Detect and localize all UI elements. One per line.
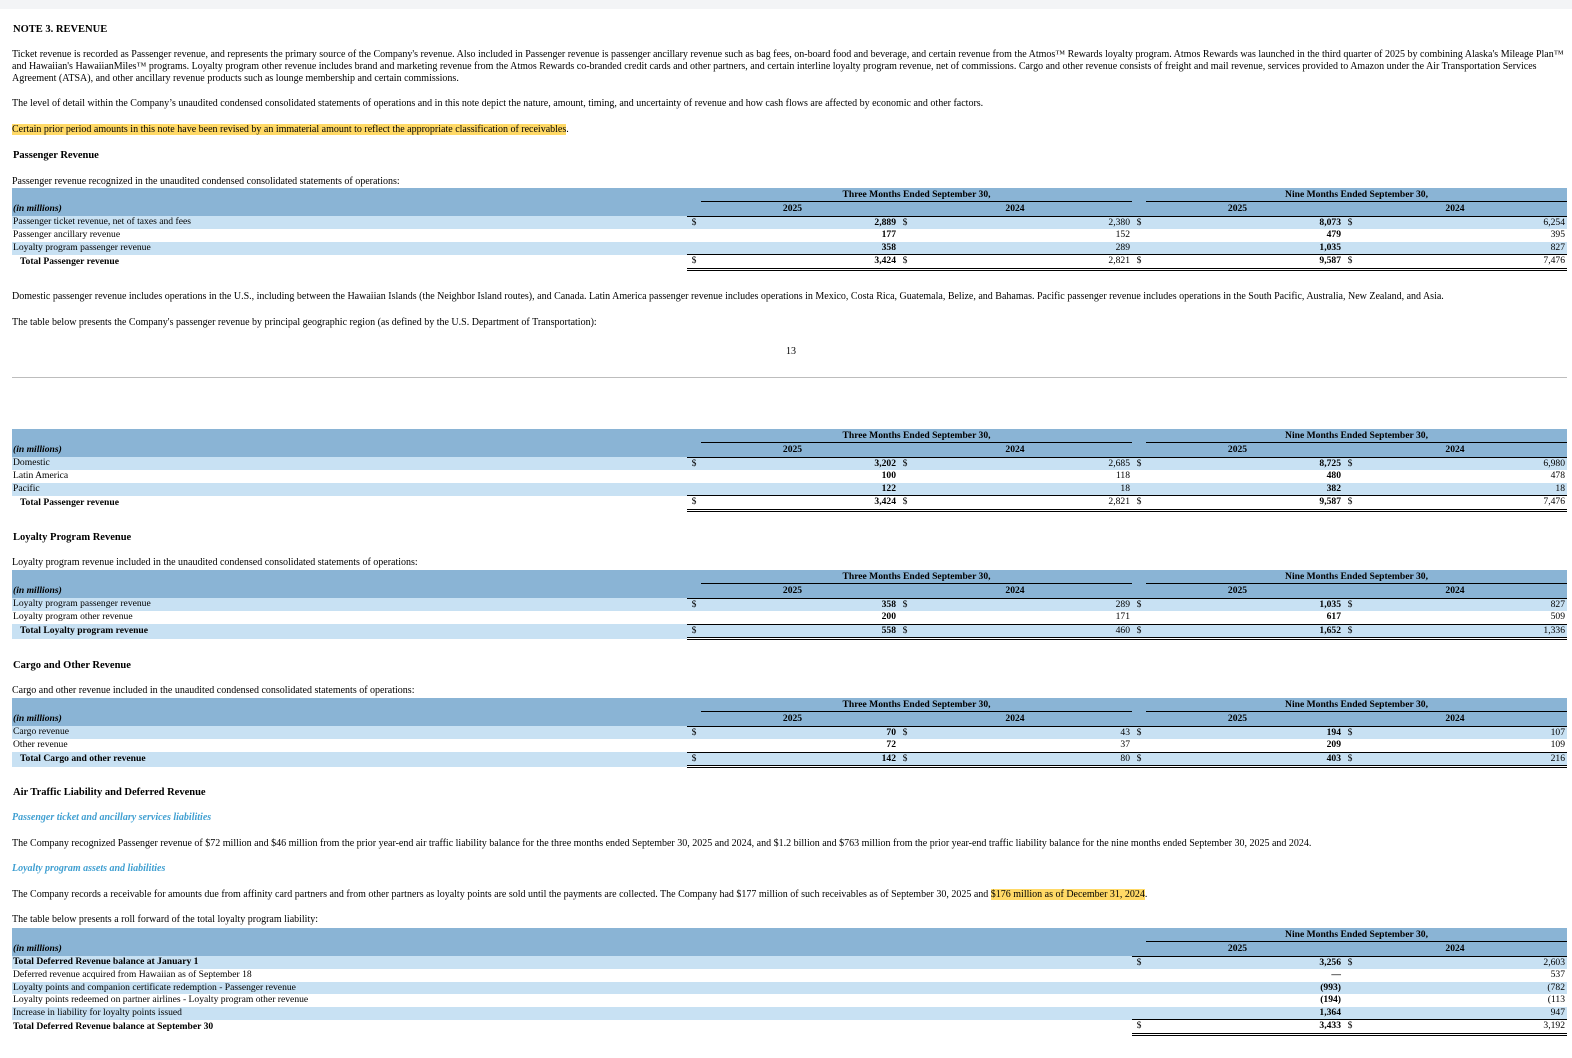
row-label: Loyalty points and companion certificate redemption - Passenger revenue: [12, 982, 687, 995]
currency-symbol: $: [1132, 255, 1146, 270]
period-header: Nine Months Ended September 30,: [1146, 698, 1567, 712]
table-cell: 142: [701, 752, 898, 767]
currency-symbol: $: [898, 496, 912, 511]
currency-symbol: $: [1132, 726, 1146, 739]
currency-symbol: $: [687, 496, 701, 511]
loyalty-revenue-table: [12, 570, 1567, 640]
intro-paragraph: Ticket revenue is recorded as Passenger revenue, and represents the primary source of the Company's revenue. Also included in Passenger revenue is passenger ancillary revenue such as bag fees, on-board food and beverage, and certain revenue from the Atmos™ Rewards loyalty program. Atmos Rewards was launched in the third quarter of 2025 by combining Alaska's Mileage Plan™ and Hawaiian's HawaiianMiles™ programs. Loyalty program other revenue includes brand and marketing revenue from the Atmos Rewards co-branded credit cards and other partners, and certain interline loyalty program revenue, net of commissions. Cargo and other revenue consists of freight and mail revenue, services provided to Amazon under the Air Transportation Services Agreement (ATSA), and other ancillary revenue products such as lounge membership and certain commissions.: [12, 49, 1564, 84]
unit-label: (in millions): [12, 584, 687, 599]
table-cell: (782: [1357, 982, 1567, 995]
table-cell: 6,980: [1357, 457, 1567, 470]
row-label: Increase in liability for loyalty points issued: [12, 1007, 687, 1020]
table-cell: 1,035: [1146, 598, 1343, 611]
table-cell: 509: [1357, 611, 1567, 624]
table-cell: 72: [701, 739, 898, 752]
currency-symbol: $: [1343, 726, 1357, 739]
table-cell: 358: [701, 598, 898, 611]
table-row: [12, 216, 1567, 229]
unit-label: (in millions): [12, 712, 687, 727]
unit-label: (in millions): [12, 942, 687, 957]
note-title: NOTE 3. REVENUE: [13, 24, 108, 35]
period-header: Three Months Ended September 30,: [701, 570, 1132, 584]
table-row: [12, 611, 1567, 624]
total-row: [12, 496, 1567, 511]
row-label: Latin America: [13, 470, 69, 481]
table-cell: 107: [1357, 726, 1567, 739]
table-cell: 2,889: [701, 216, 898, 229]
row-label: Cargo revenue: [12, 726, 687, 739]
currency-symbol: $: [898, 255, 912, 270]
year-header: 2025: [1132, 443, 1343, 458]
table-cell: 2,380: [912, 216, 1132, 229]
table-cell: 1,035: [1146, 242, 1343, 255]
table-row: [12, 726, 1567, 739]
currency-symbol: $: [687, 255, 701, 270]
table-cell: 200: [701, 611, 898, 624]
table-cell: 537: [1550, 969, 1566, 980]
table-cell: 3,256: [1146, 956, 1343, 969]
table-cell: 479: [1326, 229, 1341, 240]
table-cell: (993): [1146, 982, 1343, 995]
geo-revenue-table: [12, 429, 1567, 512]
table-row: [12, 242, 1567, 255]
table-row: [12, 994, 1567, 1007]
table-cell: 8,073: [1146, 216, 1343, 229]
currency-symbol: $: [687, 752, 701, 767]
year-header: 2024: [1343, 942, 1567, 957]
currency-symbol: $: [687, 598, 701, 611]
currency-symbol: $: [898, 752, 912, 767]
currency-symbol: $: [1132, 1020, 1146, 1035]
row-label: Total Deferred Revenue balance at January 1: [12, 956, 687, 969]
cargo-revenue-table: [12, 698, 1567, 768]
table-cell: 171: [912, 611, 1132, 624]
row-label: Total Deferred Revenue balance at September 30: [13, 1020, 214, 1032]
currency-symbol: $: [1343, 216, 1357, 229]
table-cell: 1,336: [1357, 624, 1567, 639]
unit-label: (in millions): [12, 202, 687, 217]
table-cell: 403: [1146, 752, 1343, 767]
table-row: [12, 483, 1567, 496]
currency-symbol: $: [1132, 457, 1146, 470]
geo-intro: The table below presents the Company's passenger revenue by principal geographic region (as defined by the U.S. Department of Transportation):: [12, 317, 597, 328]
year-header: 2025: [687, 443, 898, 458]
table-cell: 617: [1146, 611, 1343, 624]
atl-heading: Air Traffic Liability and Deferred Revenue: [13, 787, 206, 798]
period-header: Three Months Ended September 30,: [701, 698, 1132, 712]
currency-symbol: $: [1132, 624, 1146, 639]
table-cell: 460: [912, 624, 1132, 639]
table-cell: 3,424: [701, 496, 898, 511]
table-cell: 289: [912, 598, 1132, 611]
table-cell: 2,821: [912, 496, 1132, 511]
year-header: 2025: [687, 584, 898, 599]
table-cell: 6,254: [1357, 216, 1567, 229]
currency-symbol: $: [687, 457, 701, 470]
table-row: [12, 598, 1567, 611]
year-header: 2025: [1132, 942, 1343, 957]
passenger-revenue-heading: Passenger Revenue: [13, 150, 99, 161]
page-break-rule: [12, 377, 1567, 378]
row-label: Loyalty program passenger revenue: [12, 598, 687, 611]
year-header: 2025: [1132, 584, 1343, 599]
row-label: Total Loyalty program revenue: [12, 624, 687, 639]
table-cell: 18: [1357, 483, 1567, 496]
table-cell: 109: [1357, 739, 1567, 752]
period-header: Nine Months Ended September 30,: [1146, 429, 1567, 443]
currency-symbol: $: [1132, 216, 1146, 229]
table-cell: 9,587: [1146, 496, 1343, 511]
table-cell: 8,725: [1146, 457, 1343, 470]
row-label: Other revenue: [13, 739, 68, 751]
table-row: [12, 457, 1567, 470]
unit-label: (in millions): [12, 443, 687, 458]
currency-symbol: $: [687, 624, 701, 639]
currency-symbol: $: [687, 726, 701, 739]
currency-symbol: $: [1132, 752, 1146, 767]
cargo-revenue-intro: Cargo and other revenue included in the unaudited condensed consolidated statements of operations:: [12, 685, 415, 696]
year-header: 2024: [1343, 443, 1567, 458]
currency-symbol: $: [1343, 457, 1357, 470]
table-cell: 7,476: [1357, 496, 1567, 511]
table-row: [12, 229, 1567, 242]
rollforward-intro: The table below presents a roll forward of the total loyalty program liability:: [12, 914, 319, 925]
table-cell: 478: [1550, 470, 1566, 481]
table-cell: 947: [1357, 1007, 1567, 1020]
passenger-revenue-table: [12, 188, 1567, 271]
rollforward-table: [12, 928, 1567, 1036]
table-cell: 3,424: [701, 255, 898, 270]
row-label: Total Passenger revenue: [20, 496, 119, 508]
currency-symbol: $: [1343, 624, 1357, 639]
table-cell: 177: [881, 229, 896, 240]
loyalty-receivable-paragraph: [12, 889, 1564, 901]
revised-note: [12, 124, 569, 136]
detail-paragraph: The level of detail within the Company’s unaudited condensed consolidated statements of operations and in this note depict the nature, amount, timing, and uncertainty of revenue and how cash flows are affected by economic and other factors.: [12, 98, 984, 109]
year-header: 2025: [687, 712, 898, 727]
currency-symbol: $: [1343, 1020, 1357, 1035]
row-label: Loyalty points redeemed on partner airlines - Loyalty program other revenue: [13, 994, 309, 1005]
table-cell: 2,821: [912, 255, 1132, 270]
period-header: Nine Months Ended September 30,: [1146, 570, 1567, 584]
year-header: 2024: [1343, 584, 1567, 599]
currency-symbol: $: [1132, 496, 1146, 511]
currency-symbol: $: [1343, 496, 1357, 511]
table-row: [12, 969, 1567, 982]
row-label: Domestic: [12, 457, 687, 470]
row-label: Deferred revenue acquired from Hawaiian as of September 18: [13, 969, 252, 980]
year-header: 2025: [1132, 202, 1343, 217]
currency-symbol: $: [1132, 956, 1146, 969]
table-cell: 122: [701, 483, 898, 496]
currency-symbol: $: [898, 726, 912, 739]
currency-symbol: $: [1343, 255, 1357, 270]
table-cell: 194: [1146, 726, 1343, 739]
table-cell: 1,652: [1146, 624, 1343, 639]
atl-subheading-loyalty: Loyalty program assets and liabilities: [12, 863, 166, 874]
viewer-top-bar: [0, 0, 1572, 9]
table-cell: 209: [1146, 739, 1343, 752]
currency-symbol: $: [898, 624, 912, 639]
table-cell: 3,433: [1146, 1020, 1343, 1035]
atl-subheading-passenger: Passenger ticket and ancillary services liabilities: [12, 812, 212, 823]
table-cell: 1,364: [1146, 1007, 1343, 1020]
currency-symbol: $: [898, 598, 912, 611]
table-cell: 827: [1357, 598, 1567, 611]
text-span: .: [1144, 889, 1148, 900]
row-label: Total Passenger revenue: [20, 255, 119, 267]
row-label: Loyalty program other revenue: [13, 611, 133, 623]
currency-symbol: $: [687, 216, 701, 229]
table-cell: 827: [1357, 242, 1567, 255]
period-header: Three Months Ended September 30,: [701, 429, 1132, 443]
receivable-highlight: $176 million as of December 31, 2024: [990, 889, 1145, 900]
table-cell: 216: [1357, 752, 1567, 767]
row-label: Passenger ticket revenue, net of taxes and fees: [12, 216, 687, 229]
loyalty-revenue-heading: Loyalty Program Revenue: [13, 532, 132, 543]
geo-paragraph: Domestic passenger revenue includes operations in the U.S., including between the Hawaiian Islands (the Neighbor Island routes), and Canada. Latin America passenger revenue includes operations in Mexico, Costa Rica, Guatemala, Belize, and Bahamas. Pacific passenger revenue includes operations in the South Pacific, Australia, New Zealand, and Asia.: [12, 291, 1444, 302]
year-header: 2024: [1343, 202, 1567, 217]
table-cell: (113: [1547, 994, 1566, 1005]
text-span: .: [566, 124, 569, 135]
loyalty-revenue-intro: Loyalty program revenue included in the unaudited condensed consolidated statements of operations:: [12, 557, 418, 568]
table-cell: 2,603: [1357, 956, 1567, 969]
year-header: 2025: [687, 202, 898, 217]
table-cell: 80: [912, 752, 1132, 767]
currency-symbol: $: [898, 216, 912, 229]
period-header: Nine Months Ended September 30,: [1146, 928, 1567, 942]
year-header: 2024: [1343, 712, 1567, 727]
table-cell: (194): [1320, 994, 1341, 1005]
table-row: [12, 470, 1567, 483]
year-header: 2024: [898, 443, 1132, 458]
table-cell: 7,476: [1357, 255, 1567, 270]
table-cell: 43: [912, 726, 1132, 739]
passenger-revenue-intro: Passenger revenue recognized in the unaudited condensed consolidated statements of operations:: [12, 176, 400, 187]
table-cell: 152: [1115, 229, 1130, 240]
table-cell: —: [1331, 969, 1341, 980]
table-cell: 558: [701, 624, 898, 639]
row-label: Loyalty program passenger revenue: [12, 242, 687, 255]
total-row: [12, 752, 1567, 767]
table-cell: 3,192: [1357, 1020, 1567, 1035]
currency-symbol: $: [898, 457, 912, 470]
table-cell: 480: [1326, 470, 1341, 481]
table-row: [12, 739, 1567, 752]
currency-symbol: $: [1343, 956, 1357, 969]
total-row: [12, 255, 1567, 270]
table-cell: 2,685: [912, 457, 1132, 470]
currency-symbol: $: [1132, 598, 1146, 611]
year-header: 2024: [898, 202, 1132, 217]
year-header: 2024: [898, 712, 1132, 727]
table-cell: 100: [881, 470, 896, 481]
nine-months-header: Nine Months Ended September 30,: [1146, 188, 1567, 202]
three-months-header: Three Months Ended September 30,: [701, 188, 1132, 202]
row-label: Passenger ancillary revenue: [13, 229, 121, 240]
revised-note-highlight: Certain prior period amounts in this note have been revised by an immaterial amount to reflect the appropriate classification of receivables: [12, 124, 567, 135]
year-header: 2024: [898, 584, 1132, 599]
currency-symbol: $: [1343, 752, 1357, 767]
table-cell: 118: [1115, 470, 1130, 481]
total-row: [12, 624, 1567, 639]
table-cell: 382: [1146, 483, 1343, 496]
table-cell: 37: [912, 739, 1132, 752]
atl-paragraph: The Company recognized Passenger revenue of $72 million and $46 million from the prior year-end air traffic liability balance for the three months ended September 30, 2025 and 2024, and $1.2 billion and $763 million from the prior year-end traffic liability balance for the nine months ended September 30, 2025 and 2024.: [12, 838, 1312, 849]
table-cell: 289: [912, 242, 1132, 255]
row-label: Pacific: [12, 483, 687, 496]
table-row: [12, 982, 1567, 995]
page-number: 13: [786, 346, 796, 357]
table-cell: 18: [912, 483, 1132, 496]
year-header: 2025: [1132, 712, 1343, 727]
table-cell: 395: [1550, 229, 1566, 240]
table-row: [12, 1007, 1567, 1020]
table-row: [12, 956, 1567, 969]
table-cell: 3,202: [701, 457, 898, 470]
currency-symbol: $: [1343, 598, 1357, 611]
table-cell: 70: [701, 726, 898, 739]
row-label: Total Cargo and other revenue: [12, 752, 687, 767]
total-row: [12, 1020, 1567, 1035]
table-cell: 358: [701, 242, 898, 255]
table-cell: 9,587: [1146, 255, 1343, 270]
cargo-revenue-heading: Cargo and Other Revenue: [13, 660, 131, 671]
text-span: The Company records a receivable for amounts due from affinity card partners and from other partners as loyalty points are sold until the payments are collected. The Company had $177 million of such receivables as of September 30, 2025 and: [12, 889, 991, 900]
